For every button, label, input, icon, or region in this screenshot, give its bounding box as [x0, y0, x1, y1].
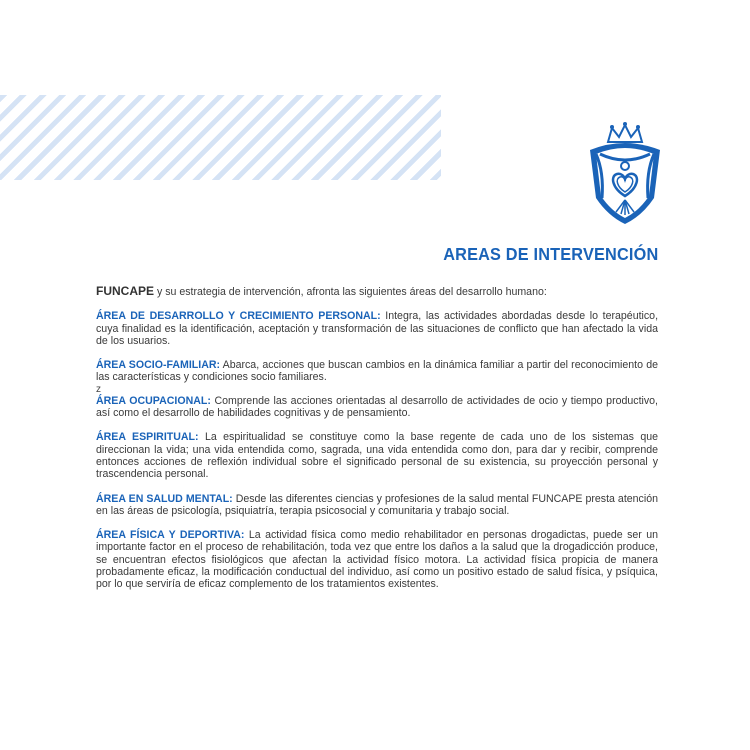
area-paragraph-fisica-deportiva: [96, 529, 658, 590]
intro-brand: FUNCAPE: [96, 284, 155, 298]
intro-paragraph: [96, 285, 658, 298]
area-label: ÁREA ESPIRITUAL:: [96, 431, 199, 444]
page-title: AREAS DE INTERVENCIÓN: [442, 244, 658, 264]
area-text: Desde las diferentes ciencias y profesiones de la salud mental FUNCAPE presta atención en las áreas de psicología, psiquiatría, terapia psicosocial y comunitaria y trabajo social.: [96, 492, 658, 517]
area-text: La actividad física como medio rehabilitador en personas drogadictas, puede ser un importante factor en el proceso de rehabilitación, toda vez que entre los daños a la salud que la drogadicción produce, se encuentran efectos fisiológicos que afectan la actividad físico motora. La actividad física propicia de manera probadamente eficaz, la modificación conductual del individuo, así como un positivo estado de salud física, y psíquica, por lo que serviría de eficaz complemento de los tratamientos existentes.: [96, 529, 658, 591]
area-label: ÁREA FÍSICA Y DEPORTIVA:: [96, 529, 245, 542]
area-paragraph-ocupacional: [96, 395, 658, 420]
area-text: Comprende las acciones orientadas al desarrollo de actividades de ocio y tiempo productivo, así como el desarrollo de habilidades cognitivas y de pensamiento.: [96, 394, 659, 420]
area-label: ÁREA EN SALUD MENTAL:: [96, 492, 233, 505]
funcape-crest-icon: [582, 120, 668, 226]
area-paragraph-espiritual: [96, 431, 658, 480]
area-text: La espiritualidad se constituye como la base regente de cada uno de los sistemas que direccionan la vida; una vida entendida como, sagrada, una vida entendida como don, para dar y recibir, comprende entonces acciones de reflexión individual sobre el significado personal de su existencia, su proyección personal y trascendencia personal.: [96, 431, 658, 481]
area-paragraph-socio-familiar: [96, 359, 658, 384]
area-text: Integra, las actividades abordadas desde lo terapéutico, cuya finalidad es la identificación, aceptación y transformación de las situaciones de conflicto que han afectado la vida de los usuarios.: [96, 310, 659, 347]
area-label: ÁREA SOCIO-FAMILIAR:: [96, 359, 221, 372]
area-label: ÁREA OCUPACIONAL:: [96, 394, 211, 407]
stray-character: z: [96, 383, 101, 395]
area-paragraph-salud-mental: [96, 493, 658, 518]
area-text: Abarca, acciones que buscan cambios en la dinámica familiar a partir del reconocimiento de las características y condiciones socio familiares.: [96, 359, 658, 384]
funcape-crest-logo: [582, 120, 668, 226]
area-label: ÁREA DE DESARROLLO Y CRECIMIENTO PERSONAL:: [96, 310, 381, 323]
area-paragraph-personal: [96, 310, 658, 347]
decorative-stripes: [0, 95, 441, 180]
intro-text: y su estrategia de intervención, afronta las siguientes áreas del desarrollo humano:: [154, 286, 547, 298]
document-body: [96, 285, 658, 603]
